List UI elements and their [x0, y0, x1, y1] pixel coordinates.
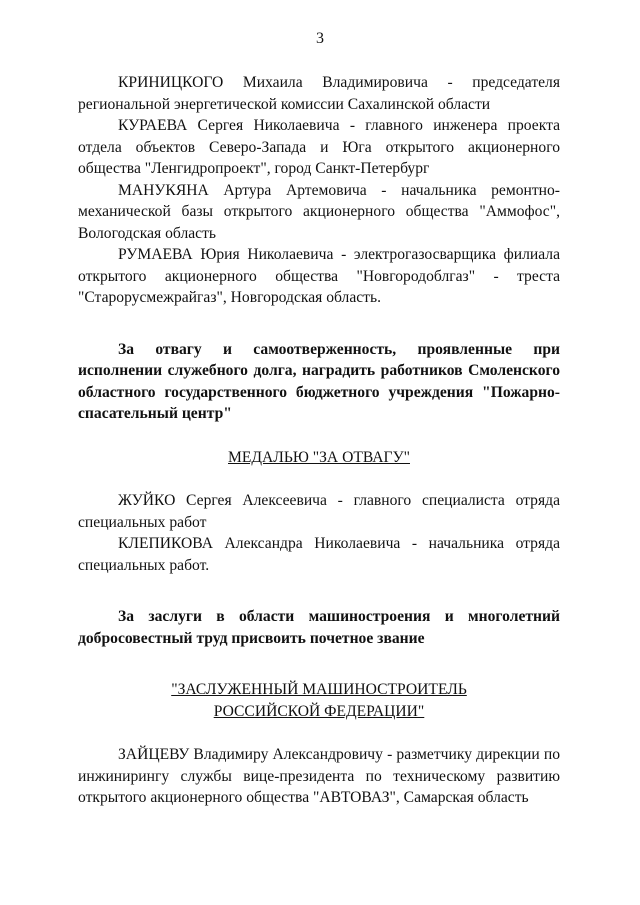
awardee-name: РУМАЕВА Юрия Николаевича [118, 246, 334, 263]
award-title-medal: МЕДАЛЬЮ "ЗА ОТВАГУ" [228, 448, 410, 466]
energy-awardees-list [78, 72, 560, 309]
awardee-entry [78, 244, 560, 309]
decree-bravery: За отвагу и самоотверженность, проявленные при исполнении служебного долга, наградить работников Смоленского областного государственного бюджетного учреждения "Пожарно-спасательный центр" [78, 340, 560, 422]
award-title-line: РОССИЙСКОЙ ФЕДЕРАЦИИ" [213, 702, 425, 720]
awardee-name: КРИНИЦКОГО Михаила Владимировича [118, 74, 428, 91]
award-title-engineer [78, 679, 560, 722]
awardee-position: - начальника отряда специальных работ. [78, 535, 560, 574]
awardee-position: - главного специалиста отряда специальных работ [78, 492, 560, 531]
engineer-awardees-list [78, 744, 560, 809]
awardee-entry [78, 533, 560, 576]
medal-awardees-list [78, 490, 560, 576]
awardee-position: - начальника ремонтно-механической базы открытого акционерного общества "Аммофос", Вологодская область [78, 181, 560, 242]
awardee-name: ЖУЙКО Сергея Алексеевича [118, 492, 327, 509]
awardee-entry [78, 744, 560, 809]
awardee-name: КЛЕПИКОВА Александра Николаевича [118, 535, 401, 552]
awardee-name: ЗАЙЦЕВУ Владимиру Александровичу [118, 746, 383, 763]
awardee-name: МАНУКЯНА Артура Артемовича [118, 181, 367, 199]
awardee-position: - председателя региональной энергетической комиссии Сахалинской области [78, 74, 561, 113]
award-title-line: "ЗАСЛУЖЕННЫЙ МАШИНОСТРОИТЕЛЬ [171, 681, 467, 698]
awardee-position: - главного инженера проекта отдела объектов Северо-Запада и Юга открытого акционерного общества "Ленгидропроект", город Санкт-Петербург [78, 117, 560, 177]
awardee-position: - электрогазосварщика филиала открытого акционерного общества "Новгородоблгаз" - треста "Старорусмежрайгаз", Новгородская область. [78, 246, 560, 306]
awardee-entry [78, 180, 560, 245]
awardee-entry [78, 490, 560, 533]
page-number: 3 [316, 30, 324, 47]
awardee-entry [78, 115, 560, 180]
awardee-entry [78, 72, 560, 115]
decree-engineering: За заслуги в области машиностроения и многолетний добросовестный труд присвоить почетное звание [78, 608, 560, 647]
awardee-name: КУРАЕВА Сергея Николаевича [118, 117, 340, 134]
awardee-position: - разметчику дирекции по инжинирингу службы вице-президента по техническому развитию открытого акционерного общества "АВТОВАЗ", Самарская область [78, 746, 561, 806]
document-body [78, 72, 560, 809]
